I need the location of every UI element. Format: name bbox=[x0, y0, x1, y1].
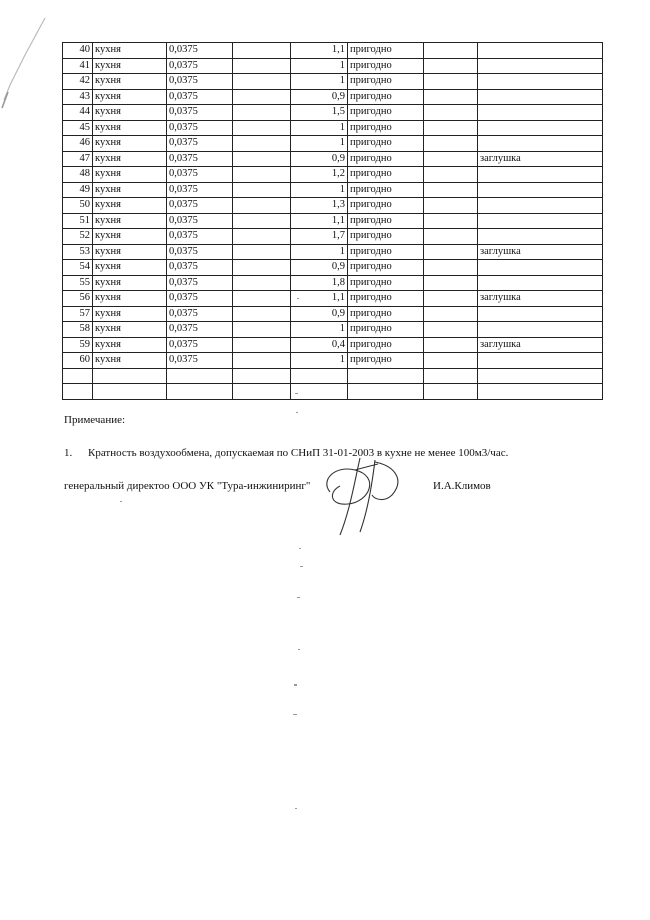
status-cell: пригодно bbox=[348, 260, 424, 276]
area-cell: 0,0375 bbox=[167, 151, 233, 167]
room-cell: кухня bbox=[93, 229, 167, 245]
row-number-cell: 48 bbox=[63, 167, 93, 183]
status-cell: пригодно bbox=[348, 151, 424, 167]
room-cell: кухня bbox=[93, 198, 167, 214]
area-cell: 0,0375 bbox=[167, 353, 233, 369]
room-cell: кухня bbox=[93, 58, 167, 74]
status-cell: пригодно bbox=[348, 275, 424, 291]
row-number-cell: 42 bbox=[63, 74, 93, 90]
kratnost-cell: 1 bbox=[291, 182, 348, 198]
kratnost-cell: 1,3 bbox=[291, 198, 348, 214]
area-cell: 0,0375 bbox=[167, 198, 233, 214]
area-cell: 0,0375 bbox=[167, 275, 233, 291]
row-number-cell: 43 bbox=[63, 89, 93, 105]
kratnost-cell: 1,8 bbox=[291, 275, 348, 291]
area-cell: 0,0375 bbox=[167, 105, 233, 121]
room-cell: кухня bbox=[93, 182, 167, 198]
kratnost-cell: 1 bbox=[291, 58, 348, 74]
room-cell: кухня bbox=[93, 136, 167, 152]
room-cell: кухня bbox=[93, 213, 167, 229]
kratnost-cell: 1,7 bbox=[291, 229, 348, 245]
status-cell: пригодно bbox=[348, 167, 424, 183]
status-cell: пригодно bbox=[348, 43, 424, 59]
room-cell: кухня bbox=[93, 260, 167, 276]
area-cell: 0,0375 bbox=[167, 244, 233, 260]
row-number-cell: 45 bbox=[63, 120, 93, 136]
row-number-cell: 47 bbox=[63, 151, 93, 167]
kratnost-cell: 0,9 bbox=[291, 306, 348, 322]
status-cell: пригодно bbox=[348, 120, 424, 136]
area-cell: 0,0375 bbox=[167, 89, 233, 105]
room-cell: кухня bbox=[93, 244, 167, 260]
room-cell: кухня bbox=[93, 275, 167, 291]
kratnost-cell: 1 bbox=[291, 353, 348, 369]
signer-name: И.А.Климов bbox=[433, 480, 491, 492]
status-cell: пригодно bbox=[348, 213, 424, 229]
row-number-cell: 46 bbox=[63, 136, 93, 152]
status-cell: пригодно bbox=[348, 198, 424, 214]
status-cell: пригодно bbox=[348, 58, 424, 74]
kratnost-cell: 1,1 bbox=[291, 43, 348, 59]
area-cell: 0,0375 bbox=[167, 337, 233, 353]
room-cell: кухня bbox=[93, 43, 167, 59]
area-cell: 0,0375 bbox=[167, 43, 233, 59]
kratnost-cell: 1 bbox=[291, 322, 348, 338]
row-number-cell: 58 bbox=[63, 322, 93, 338]
area-cell: 0,0375 bbox=[167, 260, 233, 276]
area-cell: 0,0375 bbox=[167, 322, 233, 338]
status-cell: пригодно bbox=[348, 74, 424, 90]
room-cell: кухня bbox=[93, 105, 167, 121]
status-cell: пригодно bbox=[348, 306, 424, 322]
status-cell: пригодно bbox=[348, 322, 424, 338]
row-number-cell: 52 bbox=[63, 229, 93, 245]
area-cell: 0,0375 bbox=[167, 74, 233, 90]
row-number-cell: 51 bbox=[63, 213, 93, 229]
row-number-cell: 57 bbox=[63, 306, 93, 322]
area-cell: 0,0375 bbox=[167, 291, 233, 307]
kratnost-cell: 1 bbox=[291, 120, 348, 136]
status-cell: пригодно bbox=[348, 182, 424, 198]
kratnost-cell: 0,9 bbox=[291, 260, 348, 276]
status-cell: пригодно bbox=[348, 229, 424, 245]
status-cell: пригодно bbox=[348, 89, 424, 105]
area-cell: 0,0375 bbox=[167, 120, 233, 136]
status-cell: пригодно bbox=[348, 291, 424, 307]
note-cell: заглушка bbox=[478, 337, 603, 353]
status-cell: пригодно bbox=[348, 353, 424, 369]
kratnost-cell: 0,9 bbox=[291, 151, 348, 167]
kratnost-cell: 1,1 bbox=[291, 291, 348, 307]
row-number-cell: 60 bbox=[63, 353, 93, 369]
row-number-cell: 44 bbox=[63, 105, 93, 121]
note-cell: заглушка bbox=[478, 151, 603, 167]
kratnost-cell: 1 bbox=[291, 244, 348, 260]
area-cell: 0,0375 bbox=[167, 167, 233, 183]
room-cell: кухня bbox=[93, 291, 167, 307]
kratnost-cell: 1 bbox=[291, 74, 348, 90]
room-cell: кухня bbox=[93, 74, 167, 90]
row-number-cell: 55 bbox=[63, 275, 93, 291]
kratnost-cell: 1 bbox=[291, 136, 348, 152]
area-cell: 0,0375 bbox=[167, 182, 233, 198]
room-cell: кухня bbox=[93, 306, 167, 322]
area-cell: 0,0375 bbox=[167, 306, 233, 322]
row-number-cell: 49 bbox=[63, 182, 93, 198]
area-cell: 0,0375 bbox=[167, 213, 233, 229]
status-cell: пригодно bbox=[348, 136, 424, 152]
room-cell: кухня bbox=[93, 151, 167, 167]
notes-title: Примечание: bbox=[64, 414, 126, 426]
kratnost-cell: 1,1 bbox=[291, 213, 348, 229]
room-cell: кухня bbox=[93, 167, 167, 183]
row-number-cell: 59 bbox=[63, 337, 93, 353]
kratnost-cell: 1,2 bbox=[291, 167, 348, 183]
area-cell: 0,0375 bbox=[167, 136, 233, 152]
note-cell: заглушка bbox=[478, 244, 603, 260]
room-cell: кухня bbox=[93, 89, 167, 105]
note-item-text: Кратность воздухообмена, допускаемая по СНиП 31-01-2003 в кухне не менее 100м3/час. bbox=[88, 447, 509, 459]
area-cell: 0,0375 bbox=[167, 229, 233, 245]
kratnost-cell: 1,5 bbox=[291, 105, 348, 121]
status-cell: пригодно bbox=[348, 105, 424, 121]
note-cell: заглушка bbox=[478, 291, 603, 307]
row-number-cell: 50 bbox=[63, 198, 93, 214]
room-cell: кухня bbox=[93, 353, 167, 369]
kratnost-cell: 0,9 bbox=[291, 89, 348, 105]
room-cell: кухня bbox=[93, 337, 167, 353]
room-cell: кухня bbox=[93, 120, 167, 136]
row-number-cell: 54 bbox=[63, 260, 93, 276]
area-cell: 0,0375 bbox=[167, 58, 233, 74]
note-item-number: 1. bbox=[64, 447, 73, 459]
row-number-cell: 41 bbox=[63, 58, 93, 74]
room-cell: кухня bbox=[93, 322, 167, 338]
row-number-cell: 56 bbox=[63, 291, 93, 307]
status-cell: пригодно bbox=[348, 244, 424, 260]
row-number-cell: 53 bbox=[63, 244, 93, 260]
signer-position: генеральный директоо ООО УК "Тура-инжиниринг" bbox=[64, 480, 311, 492]
kratnost-cell: 0,4 bbox=[291, 337, 348, 353]
row-number-cell: 40 bbox=[63, 43, 93, 59]
status-cell: пригодно bbox=[348, 337, 424, 353]
